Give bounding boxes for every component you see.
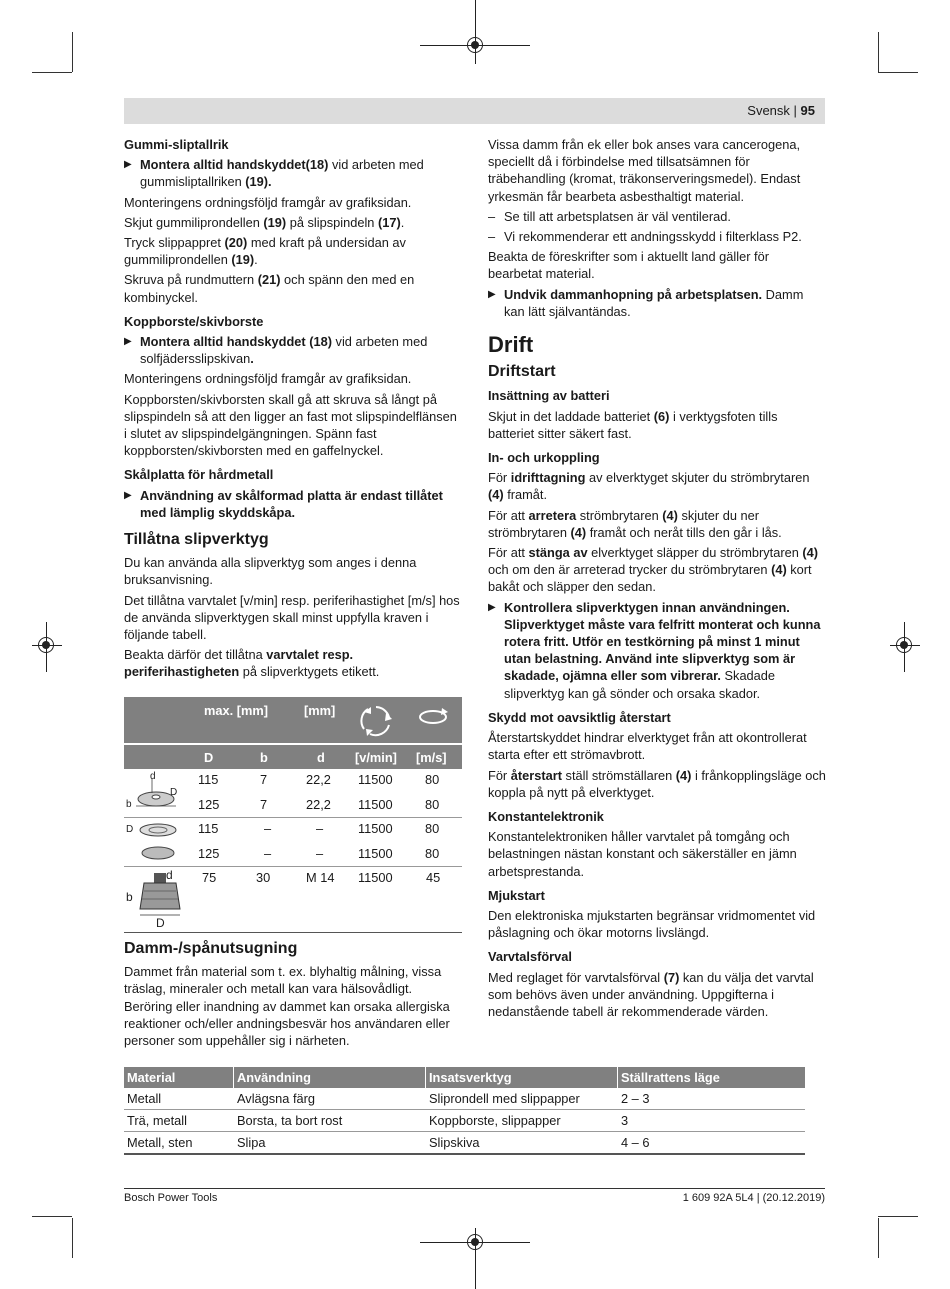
paragraph: Den elektroniska mjukstarten begränsar vridmomentet vid påslagning och ökar motorns livslängd. xyxy=(488,907,816,941)
svg-text:d: d xyxy=(150,771,156,782)
paragraph: Koppborsten/skivborsten skall gå att skruva så långt på slipspindeln så att den ligger an fast mot slipspindelflänsen i slutet av slipspindelgängningen. Spänn fast koppborsten/skivborsten med en gaffelnyckel. xyxy=(124,391,457,459)
paragraph: Beakta därför det tillåtna varvtalet resp. periferihastigheten på slipverktygets etikett. xyxy=(124,647,380,680)
list-item: – Vi rekommenderar ett andningsskydd i filterklass P2. xyxy=(488,228,826,245)
col-d: d xyxy=(317,750,325,765)
header-material: Material xyxy=(124,1067,234,1088)
spec-group-rubber-pad xyxy=(124,769,462,818)
paragraph: Monteringens ordningsföljd framgår av grafiksidan. xyxy=(124,194,412,210)
tool-spec-table xyxy=(124,697,462,933)
paragraph: Du kan använda alla slipverktyg som anges i denna bruksanvisning. xyxy=(124,555,417,588)
crop-mark xyxy=(32,1216,72,1217)
table-row: 115 7 22,2 11500 80 xyxy=(198,772,440,787)
warning-bullet: ▶ Användning av skålformad platta är endast tillåtet med lämplig skyddskåpa. xyxy=(124,487,462,521)
sanding-disc-figure-icon xyxy=(126,820,180,864)
table-row: 125 – – 11500 80 xyxy=(198,846,440,861)
paragraph: Beakta de föreskrifter som i aktuellt land gäller för bearbetat material. xyxy=(488,249,769,282)
svg-text:b: b xyxy=(126,799,132,810)
paragraph: För idrifttagning av elverktyget skjuter du strömbrytaren (4) framåt. xyxy=(488,470,810,503)
header-language: Svensk xyxy=(747,103,790,118)
col-ms: [m/s] xyxy=(416,750,447,765)
crop-mark xyxy=(72,1218,73,1258)
paragraph: Det tillåtna varvtalet [v/min] resp. periferihastighet [m/s] hos de använda slipverktygen skall minst uppfylla kraven i följande tabell. xyxy=(124,592,460,643)
section-title: Koppborste/skivborste xyxy=(124,313,264,329)
crop-mark xyxy=(72,32,73,72)
section-title: In- och urkoppling xyxy=(488,450,600,466)
rubber-pad-figure-icon xyxy=(126,771,180,815)
header-dial-position: Ställrattens läge xyxy=(618,1067,806,1088)
speed-setting-table xyxy=(124,1067,805,1155)
section-title: Skålplatta för hårdmetall xyxy=(124,467,274,483)
list-item: – Se till att arbetsplatsen är väl ventilerad. xyxy=(488,208,826,225)
peripheral-speed-icon xyxy=(416,705,450,729)
paragraph: Skruva på rundmuttern (21) och spänn den med en kombinyckel. xyxy=(124,272,415,305)
footer-divider xyxy=(124,1188,825,1189)
header-mm: [mm] xyxy=(304,703,336,718)
table-row: 75 30 M 14 11500 45 xyxy=(202,870,441,885)
paragraph: Monteringens ordningsföljd framgår av grafiksidan. xyxy=(124,371,412,387)
crop-mark xyxy=(878,1218,879,1258)
table-row: 115 – – 11500 80 xyxy=(198,821,440,836)
warning-bullet: ▶ Montera alltid handskyddet(18) vid arbeten med gummisliptallriken (19). xyxy=(124,156,462,190)
paragraph: För återstart ställ strömställaren (4) i frånkopplingsläge och koppla på nytt på elverktyget. xyxy=(488,767,826,800)
footer-brand: Bosch Power Tools xyxy=(124,1192,218,1204)
footer-doc-id: 1 609 92A 5L4 | (20.12.2019) xyxy=(682,1192,825,1204)
col-b: b xyxy=(260,750,268,765)
paragraph: Vissa damm från ek eller bok anses vara cancerogena, speciellt då i förbindelse med tillsatsämnen för träbehandling (kromat, träkonserveringsmedel). Endast yrkesmän får bearbeta asbesthaltigt material. xyxy=(488,137,801,204)
section-title: Insättning av batteri xyxy=(488,388,610,404)
table-row: 125 7 22,2 11500 80 xyxy=(198,797,440,812)
col-rpm: [v/min] xyxy=(355,750,397,765)
header-max-mm: max. [mm] xyxy=(204,703,269,718)
section-title: Konstantelektronik xyxy=(488,808,604,824)
page-number: 95 xyxy=(800,103,815,118)
paragraph: Tryck slippappret (20) med kraft på undersidan av gummiliprondellen (19). xyxy=(124,235,406,268)
section-heading: Tillåtna slipverktyg xyxy=(124,531,269,549)
header-application: Användning xyxy=(234,1067,426,1088)
spec-group-sanding-disc xyxy=(124,818,462,867)
col-D: D xyxy=(204,750,214,765)
page-header-text: Svensk | 95 xyxy=(747,103,815,118)
right-column xyxy=(488,136,826,1023)
paragraph: Med reglaget för varvtalsförval (7) kan du välja det varvtal som behövs även under användning. Uppgifterna i nedanstående tabell är rekommenderade värden. xyxy=(488,969,814,1019)
svg-text:d: d xyxy=(166,869,173,882)
table-row: Trä, metall Borsta, ta bort rost Koppborste, slippapper 3 xyxy=(124,1110,805,1132)
spec-group-cup-brush xyxy=(124,867,462,933)
registration-mark-icon xyxy=(38,637,54,653)
warning-bullet: ▶ Undvik dammanhopning på arbetsplatsen. Damm kan lätt självantändas. xyxy=(488,286,826,320)
registration-mark-icon xyxy=(467,37,483,53)
section-heading: Driftstart xyxy=(488,363,556,381)
svg-text:b: b xyxy=(126,890,133,904)
paragraph: Återstartskyddet hindrar elverktyget från att okontrollerat starta efter ett strömavbrott. xyxy=(488,730,807,763)
section-title: Varvtalsförval xyxy=(488,949,572,965)
section-title: Skydd mot oavsiktlig återstart xyxy=(488,709,671,725)
registration-mark-icon xyxy=(896,637,912,653)
rotation-speed-icon xyxy=(356,701,396,741)
paragraph: Konstantelektroniken håller varvtalet på tomgång och belastningen nästan konstant och säkerställer en jämn arbetsprestanda. xyxy=(488,829,797,879)
table-header-row xyxy=(124,1067,805,1088)
registration-mark-icon xyxy=(467,1234,483,1250)
table-row: Metall, sten Slipa Slipskiva 4 – 6 xyxy=(124,1132,805,1155)
svg-text:D: D xyxy=(170,787,178,798)
paragraph: Skjut in det laddade batteriet (6) i verktygsfoten tills batteriet sitter säkert fast. xyxy=(488,408,778,441)
header-tool: Insatsverktyg xyxy=(426,1067,618,1088)
svg-text:D: D xyxy=(156,916,165,929)
svg-text:D: D xyxy=(126,824,134,835)
crop-mark xyxy=(878,1216,918,1217)
paragraph: För att arretera strömbrytaren (4) skjuter du ner strömbrytaren (4) framåt och neråt tills den går i lås. xyxy=(488,507,782,540)
left-column-dust xyxy=(124,940,462,1052)
section-title: Gummi-sliptallrik xyxy=(124,137,229,152)
registration-line xyxy=(475,0,476,64)
spec-table-header-bottom xyxy=(124,745,462,769)
spec-table-header-top xyxy=(124,697,462,743)
table-row: Metall Avlägsna färg Sliprondell med slippapper 2 – 3 xyxy=(124,1088,805,1110)
left-column xyxy=(124,136,462,684)
paragraph: Skjut gummiliprondellen (19) på slipspindeln (17). xyxy=(124,214,405,230)
section-heading: Damm-/spånutsugning xyxy=(124,940,298,957)
warning-bullet: ▶ Kontrollera slipverktygen innan användningen. Slipverktyget måste vara felfritt monterat och kunna rotera fritt. Utför en testkörning på minst 1 minut utan belastning. Använd inte slipverktyg som är skadade, ojämna eller som vibrerar. Skadade slipverktyg kan gå sönder och orsaka skador. xyxy=(488,599,826,702)
paragraph: För att stänga av elverktyget släpper du strömbrytaren (4) och om den är arreterad trycker du strömbrytaren (4) kort bakåt och släpper den sedan. xyxy=(488,545,819,595)
crop-mark xyxy=(878,72,918,73)
crop-mark xyxy=(878,32,879,72)
section-title: Mjukstart xyxy=(488,887,545,903)
paragraph: Dammet från material som t. ex. blyhaltig målning, vissa träslag, mineraler och metall kan vara hälsovådligt. Beröring eller inandning av dammet kan orsaka allergiska reaktioner och/eller andningsbesvär hos användaren eller personer som uppehåller sig i närheten. xyxy=(124,964,450,1049)
crop-mark xyxy=(32,72,72,73)
chapter-heading: Drift xyxy=(488,332,534,358)
warning-bullet: ▶ Montera alltid handskyddet (18) vid arbeten med solfjädersslipskivan. xyxy=(124,333,462,367)
cup-brush-figure-icon xyxy=(126,869,182,929)
page-header xyxy=(124,98,825,124)
